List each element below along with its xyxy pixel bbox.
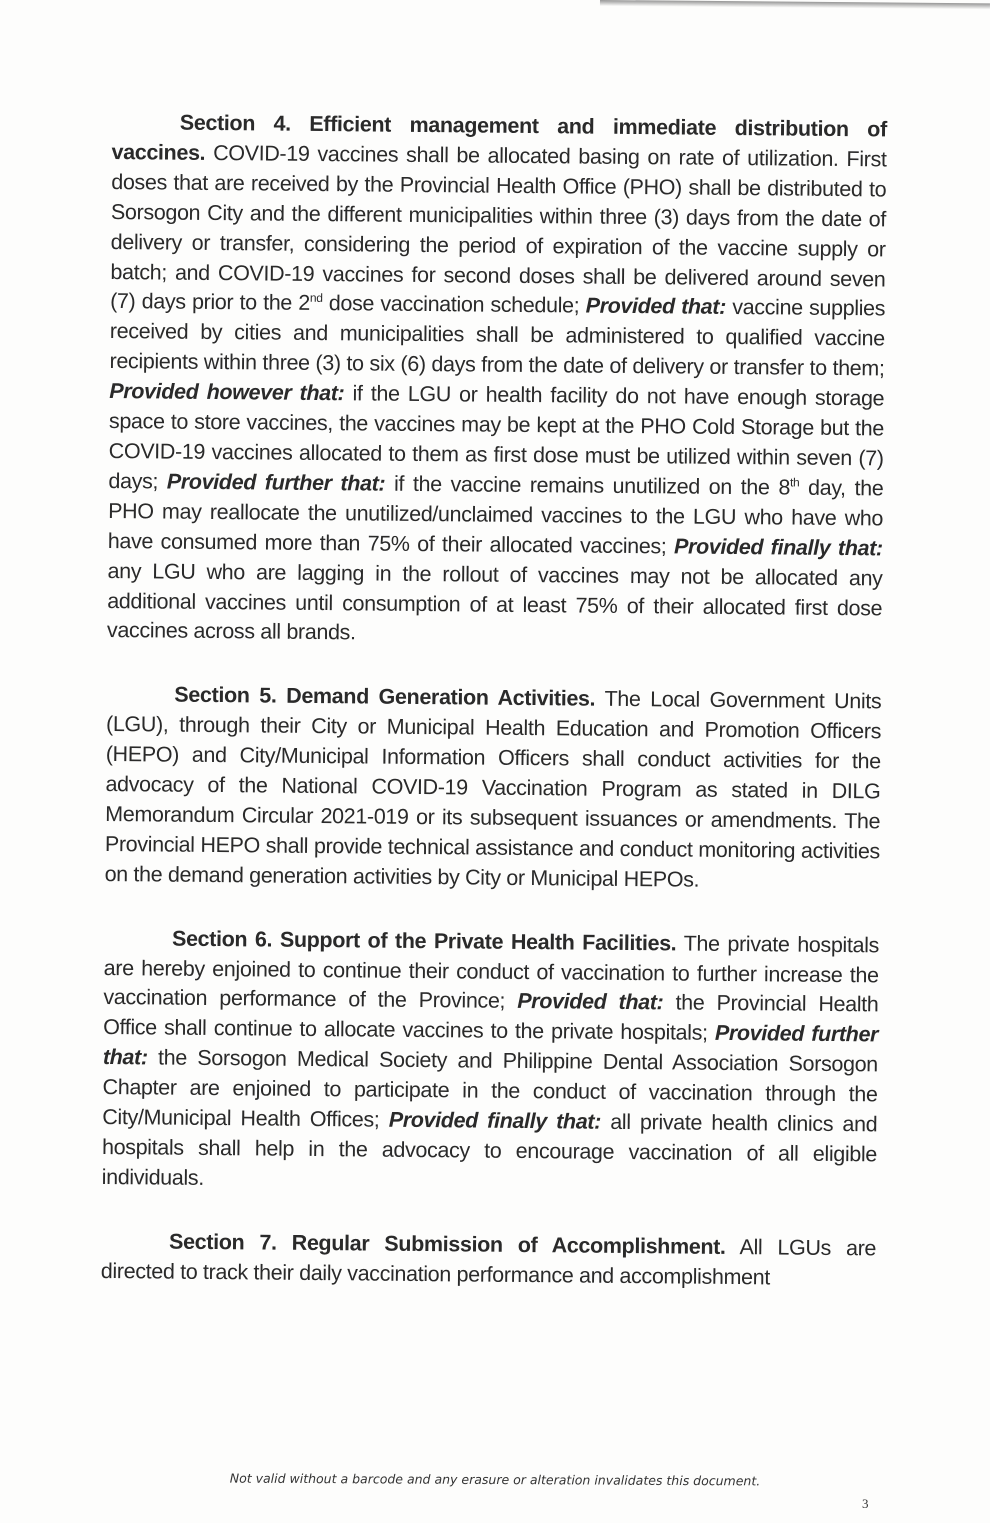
text-run: all private health clinics and hospitals shall help in the advocacy to encourage vaccination of all eligible individuals. [101, 1109, 878, 1190]
text-run: any LGU who are lagging in the rollout of vaccines may not be allocated any additional vaccines until consumption of at least 75% of their allocated first dose vaccines across all brands. [106, 558, 883, 645]
text-run: the Sorsogon Medical Society and Philippine Dental Association Sorsogon Chapter are enjoined to participate in the conduct of vaccination through the City/Municipal Health Offices; [102, 1045, 878, 1132]
proviso-label: Provided however that: [109, 379, 345, 406]
ordinal-superscript: th [789, 475, 800, 490]
text-run: COVID-19 vaccines shall be allocated basing on rate of utilization. First doses that are received by the Provincial Health Office (PHO) shall be distributed to Sorsogon City and the different municipalities within three (3) days from the date of delivery or transfer, considering the period of expiration of the vaccine supply or batch; and COVID-19 vaccines for second doses shall be delivered around seven (7) days prior to the 2 [110, 140, 887, 316]
proviso-label: Provided further that: [102, 1021, 879, 1070]
ordinal-superscript: nd [309, 291, 323, 306]
text-run: day, the PHO may reallocate the unutilized/unclaimed vaccines to the LGU who have who have consumed more than 75% of their allocated vaccines; [107, 475, 884, 559]
section-text [107, 141, 887, 645]
proviso-label: Provided finally that: [388, 1107, 602, 1134]
section-5 [104, 680, 881, 897]
validity-footer-note: Not valid without a barcode and any erasure or alteration invalidates this document. [229, 1470, 761, 1489]
section-heading: Section 7. Regular Submission of Accomplishment. [169, 1229, 726, 1259]
text-run: the Provincial Health Office shall continue to allocate vaccines to the private hospitals; [103, 990, 879, 1046]
text-run: dose vaccination schedule; [322, 291, 586, 318]
text-run: if the LGU or health facility do not have enough storage space to store vaccines, the vaccines may be kept at the PHO Cold Storage but the COVID-19 vaccines allocated to them as first dose must be utilized within seven (7) days; [108, 381, 885, 494]
section-text [102, 931, 879, 1190]
section-heading: Section 6. Support of the Private Health Facilities. [171, 926, 677, 956]
text-run: if the vaccine remains unutilized on the 8 [385, 471, 791, 500]
text-run: The private hospitals are hereby enjoined to continue their conduct of vaccination to further increase the vaccination performance of the Province; [103, 931, 880, 1014]
text-run: All LGUs are directed to track their daily vaccination performance and accomplishment [100, 1234, 877, 1290]
proviso-label: Provided that: [585, 293, 727, 320]
section-text [105, 687, 882, 891]
proviso-label: Provided finally that: [673, 534, 883, 561]
text-run: The Local Government Units (LGU), through their City or Municipal Health Education and Promotion Officers (HEPO) and City/Municipal Information Officers shall conduct activities for the advocacy of the National COVID-19 Vaccination Program as stated in DILG Memorandum Circular 2021-019 or its subsequent issuances or amendments. The Provincial HEPO shall provide technical assistance and conduct monitoring activities on the demand generation activities by City or Municipal HEPOs. [104, 686, 882, 892]
section-heading: Section 5. Demand Generation Activities. [174, 682, 596, 711]
section-4 [107, 108, 887, 654]
proviso-label: Provided further that: [166, 469, 386, 496]
section-6 [102, 924, 880, 1201]
scan-page-edge [600, 0, 990, 11]
page-number: 3 [862, 1496, 869, 1511]
document-body [100, 108, 887, 1328]
proviso-label: Provided that: [517, 989, 664, 1015]
section-heading: Section 4. Efficient management and immediate distribution of vaccines. [111, 110, 887, 165]
section-7 [101, 1227, 877, 1294]
text-run: vaccine supplies received by cities and municipalities shall be administered to qualified vaccine recipients within three (3) to six (6) days from the date of delivery or transfer to them; [109, 295, 886, 381]
